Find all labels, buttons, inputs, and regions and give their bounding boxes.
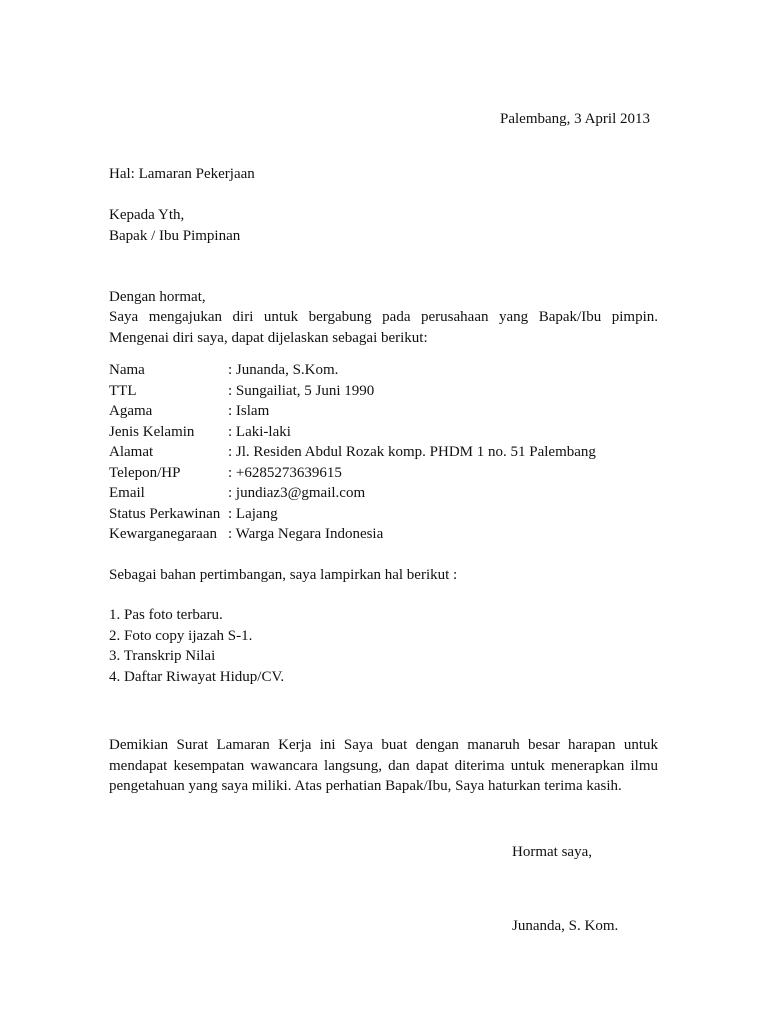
closing-paragraph (109, 735, 658, 797)
recipient-line: Kepada Yth, (109, 207, 185, 223)
info-label: Telepon/HP (109, 464, 181, 481)
info-value: : Jl. Residen Abdul Rozak komp. PHDM 1 no. 51 Palembang (228, 444, 596, 460)
attachment-item: 3. Transkrip Nilai (109, 648, 216, 664)
greeting: Dengan hormat, (109, 289, 206, 305)
info-label: Status Perkawinan (109, 505, 221, 522)
info-row (109, 504, 596, 525)
info-value: : Warga Negara Indonesia (228, 526, 384, 542)
attachments-list (109, 605, 284, 687)
info-label: Agama (109, 403, 153, 419)
info-label: Email (109, 485, 145, 501)
info-row (109, 483, 596, 504)
signature-name: Junanda, S. Kom. (512, 918, 619, 934)
info-label: Nama (109, 362, 145, 378)
info-value: : Islam (228, 403, 270, 419)
closing-line: pengetahuan yang saya miliki. Atas perhatian Bapak/Ibu, Saya haturkan terima kasih. (109, 778, 622, 794)
intro-paragraph (109, 307, 658, 348)
info-label: Alamat (109, 444, 154, 460)
closing-line: Demikian Surat Lamaran Kerja ini Saya buat dengan manaruh besar harapan untuk (109, 737, 658, 753)
personal-info-table (109, 360, 596, 545)
info-row (109, 422, 596, 443)
attachment-item: 2. Foto copy ijazah S-1. (109, 627, 253, 644)
info-label: Kewarganegaraan (109, 526, 217, 542)
info-value: : Junanda, S.Kom. (228, 362, 339, 378)
place-date: Palembang, 3 April 2013 (500, 111, 650, 127)
info-label: TTL (109, 382, 137, 399)
intro-line: Saya mengajukan diri untuk bergabung pada perusahaan yang Bapak/Ibu pimpin. (109, 309, 658, 325)
recipient-line: Bapak / Ibu Pimpinan (109, 227, 241, 244)
info-value: : Sungailiat, 5 Juni 1990 (228, 382, 375, 399)
info-value: : +6285273639615 (228, 464, 342, 481)
info-value: : Laki-laki (228, 423, 291, 440)
info-label: Jenis Kelamin (109, 423, 195, 440)
info-row (109, 524, 596, 545)
letter-subject: Hal: Lamaran Pekerjaan (109, 166, 255, 182)
attachment-item: 4. Daftar Riwayat Hidup/CV. (109, 668, 285, 685)
info-row (109, 381, 596, 402)
info-row (109, 360, 596, 381)
info-row (109, 463, 596, 484)
closing-line: mendapat kesempatan wawancara langsung, dan dapat diterima untuk menerapkan ilmu (109, 757, 658, 774)
attachments-intro: Sebagai bahan pertimbangan, saya lampirkan hal berikut : (109, 567, 458, 583)
info-value: : Lajang (228, 505, 278, 522)
intro-line: Mengenai diri saya, dapat dijelaskan sebagai berikut: (109, 329, 428, 346)
recipient-block (109, 205, 240, 246)
info-value: : jundiaz3@gmail.com (228, 485, 366, 501)
info-row (109, 442, 596, 463)
attachment-item: 1. Pas foto terbaru. (109, 607, 223, 623)
info-row (109, 401, 596, 422)
regards: Hormat saya, (512, 844, 592, 860)
